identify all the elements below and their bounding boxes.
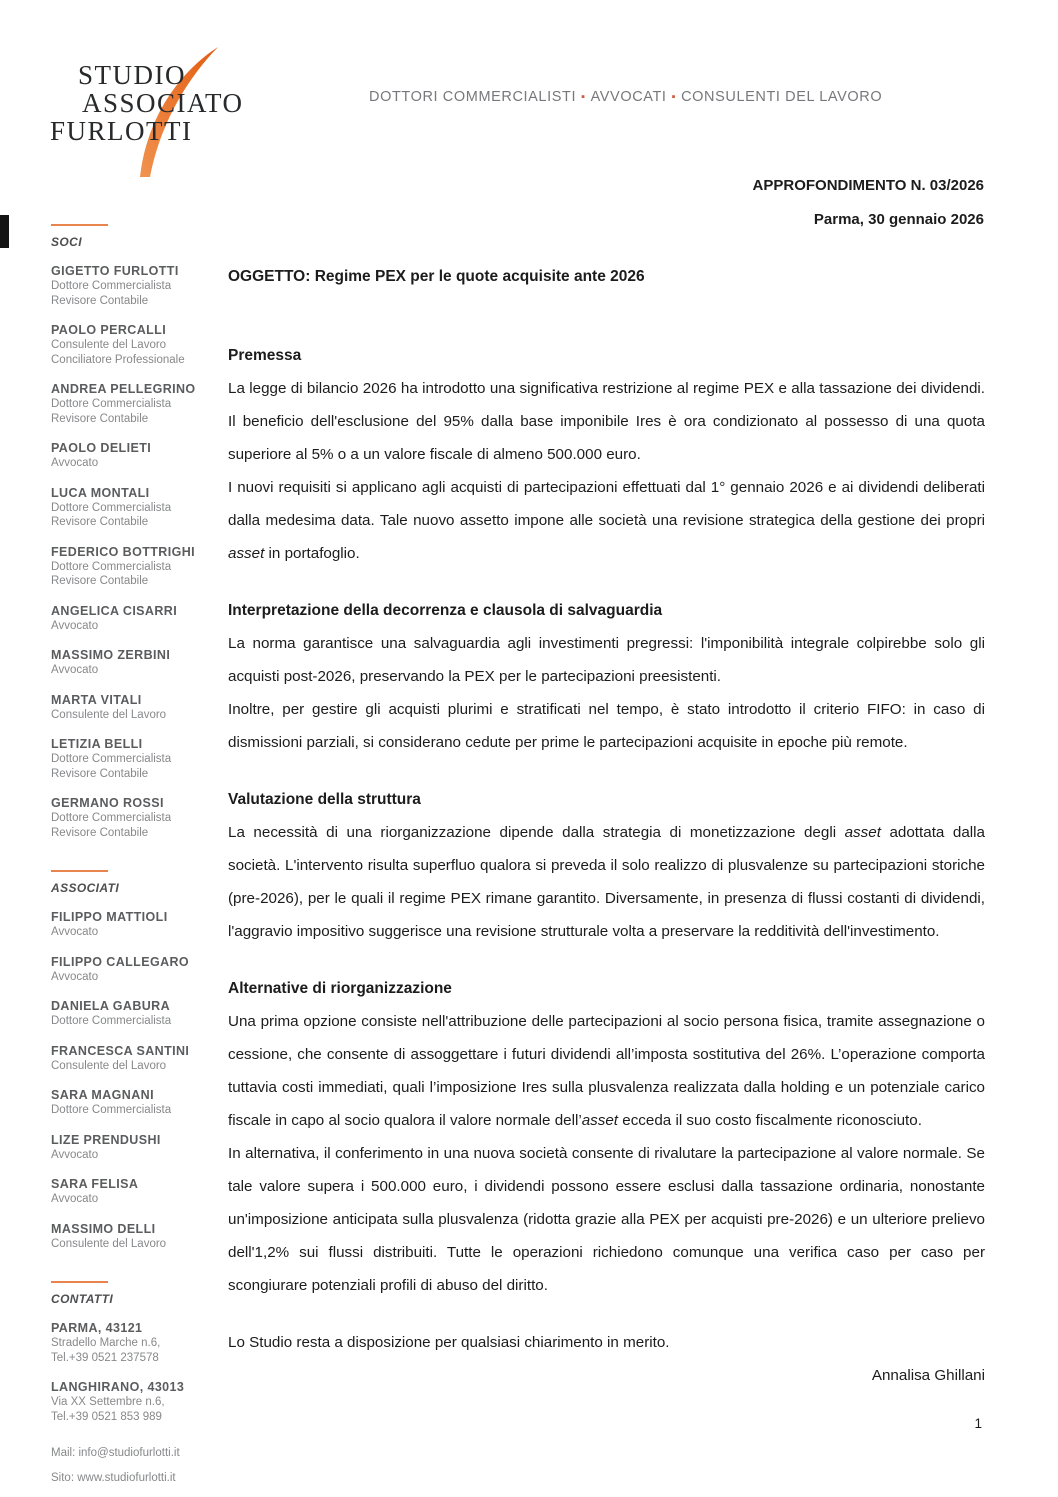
subject-line: OGGETTO: Regime PEX per le quote acquisite ante 2026 [228, 268, 645, 285]
contact-line: Mail: info@studiofurlotti.it [51, 1447, 180, 1459]
staff-member [51, 647, 201, 678]
member-name: GIGETTO FURLOTTI [51, 264, 179, 278]
member-name: FRANCESCA SANTINI [51, 1043, 190, 1058]
office-line: Tel.+39 0521 853 989 [51, 1410, 162, 1423]
member-role: Revisore Contabile [51, 767, 149, 780]
section-heading: Interpretazione della decorrenza e clausola di salvaguardia [228, 602, 663, 619]
tagline-item: DOTTORI COMMERCIALISTI [369, 89, 577, 105]
staff-member [51, 544, 201, 589]
body-section [228, 972, 985, 1302]
sidebar-section-soci [51, 224, 201, 840]
staff-member [51, 485, 201, 530]
staff-member [51, 954, 201, 985]
logo-line-2: ASSOCIATO [82, 88, 244, 118]
section-heading: Premessa [228, 347, 302, 364]
member-role: Consulente del Lavoro [51, 708, 167, 721]
member-role: Dottore Commercialista [51, 398, 172, 410]
member-role: Avvocato [51, 664, 99, 676]
member-name: MARTA VITALI [51, 692, 142, 707]
tagline-item: AVVOCATI [590, 89, 667, 105]
document-reference: APPROFONDIMENTO N. 03/2026 [752, 177, 984, 194]
office-entry [51, 1379, 201, 1424]
staff-member [51, 603, 201, 634]
member-role: Dottore Commercialista [51, 1104, 172, 1116]
office-city: LANGHIRANO, 43013 [51, 1380, 185, 1394]
member-name: LIZE PRENDUSHI [51, 1132, 161, 1147]
member-name: LUCA MONTALI [51, 485, 150, 500]
section-rule [51, 224, 108, 226]
member-name: MASSIMO DELLI [51, 1221, 156, 1236]
member-name: FEDERICO BOTTRIGHI [51, 544, 196, 559]
member-role: Avvocato [51, 1193, 99, 1205]
member-role: Revisore Contabile [51, 516, 149, 528]
staff-member [51, 736, 201, 781]
member-role: Conciliatore Professionale [51, 353, 185, 366]
member-name: MASSIMO ZERBINI [51, 648, 171, 662]
member-name: GERMANO ROSSI [51, 796, 164, 810]
body-paragraph: La necessità di una riorganizzazione dipende dalla strategia di monetizzazione degli asset adottata dalla società. L'intervento risulta superfluo qualora si preveda il solo realizzo di plusvalenze su partecipazioni storiche (pre-2026), per le quali il regime PEX rimane garantito. Diversamente, in presenza di flussi costanti di dividendi, l'aggravio impositivo suggerisce una revisione strutturale volta a preservare la redditività dell'investimento. [228, 824, 985, 940]
member-role: Dottore Commercialista [51, 280, 172, 292]
section-heading: Alternative di riorganizzazione [228, 980, 452, 997]
body-paragraph: Inoltre, per gestire gli acquisti plurimi e stratificati nel tempo, è stato introdotto il criterio FIFO: in caso di dismissioni parziali, si considerano cedute per prime le partecipazioni acquisite in epoche più remote. [228, 701, 985, 751]
member-name: SARA MAGNANI [51, 1088, 154, 1102]
closing-line: Lo Studio resta a disposizione per qualsiasi chiarimento in merito. [228, 1334, 670, 1351]
member-name: DANIELA GABURA [51, 999, 171, 1013]
contact-extra [51, 1446, 201, 1485]
staff-member [51, 909, 201, 940]
member-role: Dottore Commercialista [51, 812, 172, 824]
sidebar-section-contatti [51, 1281, 201, 1485]
office-line: Stradello Marche n.6, [51, 1337, 161, 1349]
member-role: Consulente del Lavoro [51, 1237, 167, 1250]
staff-member [51, 1087, 201, 1118]
staff-member [51, 692, 201, 723]
section-heading: Valutazione della struttura [228, 791, 421, 808]
office-line: Tel.+39 0521 237578 [51, 1351, 159, 1364]
member-role: Avvocato [51, 619, 99, 632]
staff-member [51, 1176, 201, 1207]
contact-line: Sito: www.studiofurlotti.it [51, 1471, 176, 1484]
body-section [228, 339, 985, 570]
body-paragraph: La legge di bilancio 2026 ha introdotto una significativa restrizione al regime PEX e alla tassazione dei dividendi. Il beneficio dell'esclusione del 95% dalla base imponibile Ires è ora condizionato al possesso di una quota superiore al 5% o a un valore fiscale di almeno 500.000 euro. [228, 380, 985, 463]
section-rule [51, 870, 108, 872]
staff-member [51, 1132, 201, 1163]
tagline [369, 89, 969, 105]
member-name: ANDREA PELLEGRINO [51, 382, 196, 396]
member-name: LETIZIA BELLI [51, 737, 143, 751]
member-role: Dottore Commercialista [51, 1015, 172, 1027]
tagline-bullet-icon: ▪ [671, 91, 677, 103]
office-entry [51, 1320, 201, 1365]
section-title: CONTATTI [51, 1292, 114, 1306]
section-title: ASSOCIATI [51, 881, 120, 895]
body-paragraph: La norma garantisce una salvaguardia agli investimenti pregressi: l'imponibilità integrale colpirebbe solo gli acquisti post-2026, preservando la PEX per le partecipazioni preesistenti. [228, 635, 985, 685]
member-role: Revisore Contabile [51, 294, 149, 307]
member-role: Dottore Commercialista [51, 753, 172, 765]
edge-print-mark [0, 215, 9, 248]
member-name: PAOLO PERCALLI [51, 323, 167, 337]
member-role: Revisore Contabile [51, 412, 149, 425]
section-rule [51, 1281, 108, 1283]
member-role: Consulente del Lavoro [51, 339, 167, 351]
sidebar-section-associati [51, 870, 201, 1251]
member-role: Consulente del Lavoro [51, 1059, 167, 1072]
staff-sidebar [51, 224, 201, 1485]
member-name: SARA FELISA [51, 1177, 139, 1191]
member-role: Revisore Contabile [51, 826, 149, 839]
office-line: Via XX Settembre n.6, [51, 1396, 165, 1408]
staff-member [51, 1221, 201, 1252]
staff-member [51, 1043, 201, 1074]
section-title: SOCI [51, 235, 82, 249]
page-number: 1 [974, 1416, 982, 1431]
staff-member [51, 998, 201, 1029]
body-paragraph: In alternativa, il conferimento in una nuova società consente di rivalutare la partecipazione al valore normale. Se tale valore supera i 500.000 euro, i dividendi possono essere esclusi dalla tassazione ordinaria, nonostante un'imposizione anticipata sulla plusvalenza (ridotta grazie alla PEX per acquisti pre-2026) e un ulteriore prelievo dell'1,2% sui flussi distribuiti. Tutte le operazioni richiedono comunque una verifica caso per caso per scongiurare potenziali profili di abuso del diritto. [228, 1145, 985, 1294]
member-name: FILIPPO CALLEGARO [51, 954, 190, 969]
member-role: Revisore Contabile [51, 575, 149, 587]
member-name: ANGELICA CISARRI [51, 603, 178, 618]
staff-member [51, 440, 201, 471]
member-role: Dottore Commercialista [51, 501, 172, 514]
body-paragraph: I nuovi requisiti si applicano agli acquisti di partecipazioni effettuati dal 1° gennaio 2026 e ai dividendi deliberati dalla medesima data. Tale nuovo assetto impone alle società una revisione strategica della gestione dei propri asset in portafoglio. [228, 479, 985, 562]
staff-member [51, 795, 201, 840]
letter-body [228, 266, 985, 1392]
logo-line-3: FURLOTTI [50, 116, 193, 146]
office-city: PARMA, 43121 [51, 1321, 143, 1335]
member-role: Avvocato [51, 970, 99, 983]
body-paragraph: Una prima opzione consiste nell'attribuzione delle partecipazioni al socio persona fisica, tramite assegnazione o cessione, che consente di assoggettare i futuri dividendi all’imposta sostitutiva del 26%. L’operazione comporta tuttavia costi immediati, quali l’imposizione Ires sulla plusvalenza realizzata dalla holding e un potenziale carico fiscale in capo al socio qualora il valore normale dell’asset ecceda il suo costo fiscalmente riconosciuto. [228, 1013, 985, 1129]
member-name: FILIPPO MATTIOLI [51, 910, 168, 924]
member-role: Avvocato [51, 457, 99, 469]
staff-member [51, 263, 201, 308]
member-name: PAOLO DELIETI [51, 441, 152, 455]
member-role: Avvocato [51, 1148, 99, 1161]
staff-member [51, 322, 201, 367]
member-role: Dottore Commercialista [51, 560, 172, 573]
logo-line-1: STUDIO [78, 60, 186, 90]
member-role: Avvocato [51, 926, 99, 938]
tagline-bullet-icon: ▪ [581, 91, 586, 103]
signature: Annalisa Ghillani [871, 1367, 985, 1384]
firm-logo [50, 52, 244, 177]
date-line: Parma, 30 gennaio 2026 [813, 211, 984, 228]
body-section [228, 594, 985, 759]
tagline-item: CONSULENTI DEL LAVORO [681, 89, 883, 105]
staff-member [51, 381, 201, 426]
body-section [228, 783, 985, 948]
